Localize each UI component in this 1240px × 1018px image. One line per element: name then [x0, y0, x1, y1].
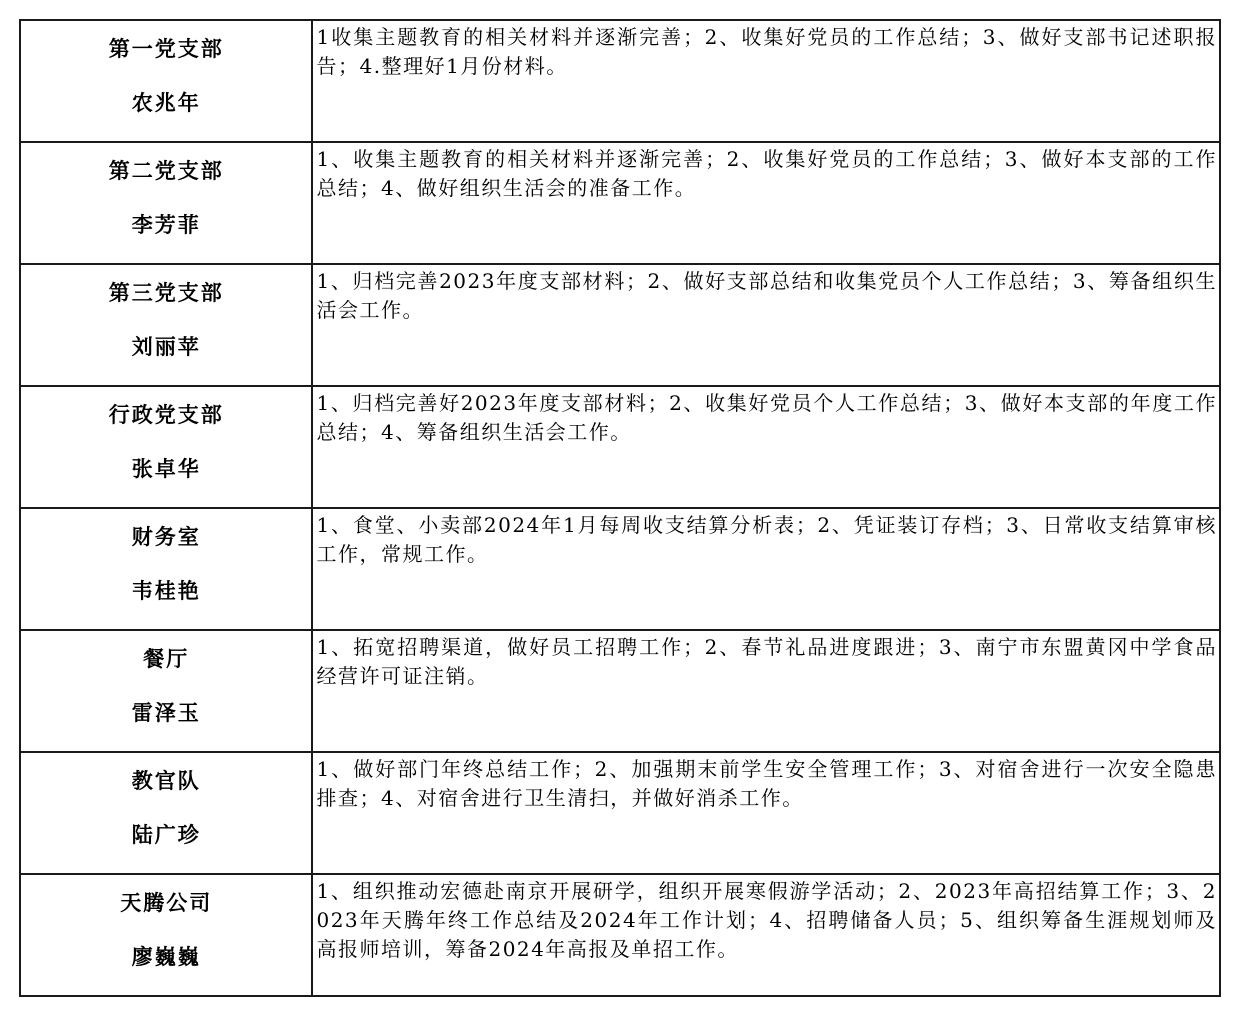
work-content: 1、收集主题教育的相关材料并逐渐完善；2、收集好党员的工作总结；3、做好本支部的工作总结；4、做好组织生活会的准备工作。	[312, 142, 1220, 264]
department-name: 教官队	[131, 769, 201, 793]
person-name: 刘丽苹	[131, 335, 201, 359]
person-name: 农兆年	[131, 91, 201, 115]
table-row	[20, 874, 1220, 996]
department-name: 第一党支部	[108, 37, 224, 61]
department-cell	[20, 752, 312, 874]
person-name: 陆广珍	[131, 823, 201, 847]
table-row	[20, 752, 1220, 874]
table-row	[20, 142, 1220, 264]
department-cell	[20, 386, 312, 508]
department-name: 财务室	[131, 525, 201, 549]
person-name: 张卓华	[131, 457, 201, 481]
table-row	[20, 630, 1220, 752]
person-name: 韦桂艳	[131, 579, 201, 603]
department-name: 天腾公司	[120, 891, 213, 915]
work-content: 1、食堂、小卖部2024年1月每周收支结算分析表；2、凭证装订存档；3、日常收支结算审核工作，常规工作。	[312, 508, 1220, 630]
table-row	[20, 264, 1220, 386]
department-cell	[20, 874, 312, 996]
work-content: 1、归档完善好2023年度支部材料；2、收集好党员个人工作总结；3、做好本支部的年度工作总结；4、筹备组织生活会工作。	[312, 386, 1220, 508]
department-cell	[20, 264, 312, 386]
work-content: 1收集主题教育的相关材料并逐渐完善；2、收集好党员的工作总结；3、做好支部书记述职报告；4.整理好1月份材料。	[312, 20, 1220, 142]
department-name: 餐厅	[143, 647, 190, 671]
department-cell	[20, 508, 312, 630]
work-content: 1、组织推动宏德赴南京开展研学，组织开展寒假游学活动；2、2023年高招结算工作；3、2023年天腾年终工作总结及2024年工作计划；4、招聘储备人员；5、组织筹备生涯规划师及高报师培训，筹备2024年高报及单招工作。	[312, 874, 1220, 996]
department-name: 行政党支部	[108, 403, 224, 427]
person-name: 李芳菲	[131, 213, 201, 237]
table-row	[20, 508, 1220, 630]
department-name: 第三党支部	[108, 281, 224, 305]
department-name: 第二党支部	[108, 159, 224, 183]
department-cell	[20, 142, 312, 264]
work-content: 1、做好部门年终总结工作；2、加强期末前学生安全管理工作；3、对宿舍进行一次安全隐患排查；4、对宿舍进行卫生清扫，并做好消杀工作。	[312, 752, 1220, 874]
department-cell	[20, 630, 312, 752]
work-content: 1、归档完善2023年度支部材料；2、做好支部总结和收集党员个人工作总结；3、筹备组织生活会工作。	[312, 264, 1220, 386]
person-name: 廖巍巍	[131, 945, 201, 969]
work-content: 1、拓宽招聘渠道，做好员工招聘工作；2、春节礼品进度跟进；3、南宁市东盟黄冈中学食品经营许可证注销。	[312, 630, 1220, 752]
person-name: 雷泽玉	[131, 701, 201, 725]
department-cell	[20, 20, 312, 142]
table-row	[20, 20, 1220, 142]
table-row	[20, 386, 1220, 508]
work-plan-table	[19, 19, 1221, 997]
